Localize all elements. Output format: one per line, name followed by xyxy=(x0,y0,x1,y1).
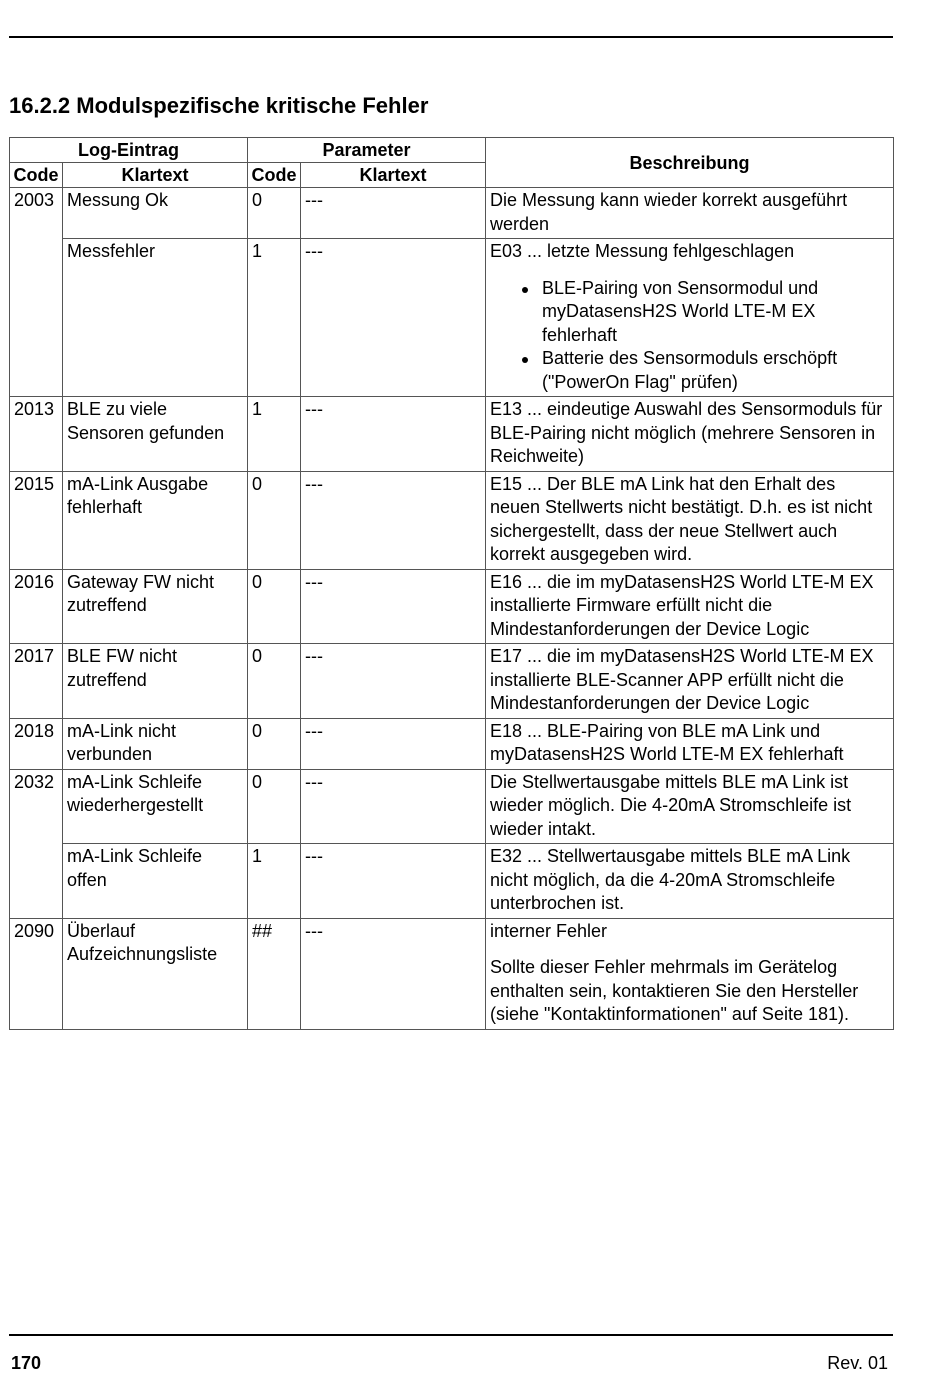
param-plaintext-cell: --- xyxy=(301,718,486,769)
description-paragraph: E15 ... Der BLE mA Link hat den Erhalt des neuen Stellwerts nicht bestätigt. D.h. es ist nicht sichergestellt, dass der neue Stellwert auch korrekt ausgegeben wird. xyxy=(490,473,873,564)
table-row xyxy=(10,769,894,844)
param-code-cell: 1 xyxy=(248,397,301,472)
description-cell xyxy=(486,569,894,644)
description-cell xyxy=(486,918,894,1029)
description-paragraph: E18 ... BLE-Pairing von BLE mA Link und myDatasensH2S World LTE-M EX fehlerhaft xyxy=(490,720,844,764)
header-plaintext: Klartext xyxy=(63,163,248,188)
revision-label: Rev. 01 xyxy=(827,1353,888,1373)
description-paragraph: E17 ... die im myDatasensH2S World LTE-M EX installierte BLE-Scanner APP erfüllt nicht die Mindestanforderungen der Device Logic xyxy=(490,646,874,713)
log-plaintext-cell: Messung Ok xyxy=(63,188,248,239)
header-param-plaintext: Klartext xyxy=(301,163,486,188)
param-plaintext-cell: --- xyxy=(301,769,486,844)
param-plaintext-cell: --- xyxy=(301,844,486,919)
log-code-cell: 2018 xyxy=(10,718,63,769)
description-cell xyxy=(486,769,894,844)
list-item: Batterie des Sensormoduls erschöpft ("PowerOn Flag" prüfen) xyxy=(542,347,889,394)
header-code: Code xyxy=(10,163,63,188)
description-cell xyxy=(486,471,894,569)
table-row xyxy=(10,644,894,719)
log-plaintext-cell: mA-Link nicht verbunden xyxy=(63,718,248,769)
log-plaintext-cell: Überlauf Aufzeichnungsliste xyxy=(63,918,248,1029)
log-code-cell: 2013 xyxy=(10,397,63,472)
log-plaintext-cell: mA-Link Schleife offen xyxy=(63,844,248,919)
log-code-cell: 2017 xyxy=(10,644,63,719)
log-code-cell: 2016 xyxy=(10,569,63,644)
param-plaintext-cell: --- xyxy=(301,644,486,719)
description-cell xyxy=(486,397,894,472)
table-row xyxy=(10,844,894,919)
param-code-cell: 0 xyxy=(248,644,301,719)
table-row xyxy=(10,397,894,472)
log-plaintext-cell: Gateway FW nicht zutreffend xyxy=(63,569,248,644)
description-paragraph: Die Stellwertausgabe mittels BLE mA Link ist wieder möglich. Die 4-20mA Stromschleife ist wieder intakt. xyxy=(490,771,852,839)
log-code-cell: 2003 xyxy=(10,188,63,397)
description-paragraph: E03 ... letzte Messung fehlgeschlagen xyxy=(490,241,795,261)
table-row xyxy=(10,239,894,397)
header-parameter: Parameter xyxy=(248,138,486,163)
param-code-cell: 0 xyxy=(248,471,301,569)
header-param-code: Code xyxy=(248,163,301,188)
table-row xyxy=(10,718,894,769)
log-plaintext-cell: mA-Link Ausgabe fehlerhaft xyxy=(63,471,248,569)
param-plaintext-cell: --- xyxy=(301,397,486,472)
error-table-body xyxy=(10,188,894,1030)
log-code-cell: 2090 xyxy=(10,918,63,1029)
table-row xyxy=(10,918,894,1029)
log-plaintext-cell: BLE zu viele Sensoren gefunden xyxy=(63,397,248,472)
param-code-cell: 0 xyxy=(248,718,301,769)
table-row xyxy=(10,569,894,644)
description-paragraph: E16 ... die im myDatasensH2S World LTE-M EX installierte Firmware erfüllt nicht die Mindestanforderungen der Device Logic xyxy=(490,571,874,639)
error-table-header xyxy=(10,138,894,188)
description-paragraph: Sollte dieser Fehler mehrmals im Gerätelog enthalten sein, kontaktieren Sie den Hersteller (siehe "Kontaktinformationen" auf Seite 181). xyxy=(490,957,859,1024)
log-plaintext-cell: Messfehler xyxy=(63,239,248,397)
section-title: 16.2.2 Modulspezifische kritische Fehler xyxy=(9,93,429,118)
log-plaintext-cell: BLE FW nicht zutreffend xyxy=(63,644,248,719)
log-code-cell: 2015 xyxy=(10,471,63,569)
param-plaintext-cell: --- xyxy=(301,569,486,644)
footer-rule xyxy=(9,1334,893,1336)
page-number: 170 xyxy=(11,1353,42,1373)
header-log-entry: Log-Eintrag xyxy=(10,138,248,163)
param-code-cell: 0 xyxy=(248,769,301,844)
description-cell xyxy=(486,718,894,769)
description-cell xyxy=(486,644,894,719)
param-code-cell: ## xyxy=(248,918,301,1029)
description-cell xyxy=(486,239,894,397)
description-cell xyxy=(486,188,894,239)
description-bullet-list xyxy=(490,277,889,395)
param-plaintext-cell: --- xyxy=(301,188,486,239)
param-plaintext-cell: --- xyxy=(301,239,486,397)
param-plaintext-cell: --- xyxy=(301,918,486,1029)
param-code-cell: 1 xyxy=(248,239,301,397)
param-plaintext-cell: --- xyxy=(301,471,486,569)
description-paragraph: Die Messung kann wieder korrekt ausgeführt werden xyxy=(490,190,848,234)
description-paragraph: interner Fehler xyxy=(490,920,608,941)
param-code-cell: 0 xyxy=(248,569,301,644)
table-row xyxy=(10,188,894,239)
description-paragraph: E13 ... eindeutige Auswahl des Sensormoduls für BLE-Pairing nicht möglich (mehrere Sensoren in Reichweite) xyxy=(490,399,883,466)
description-paragraph: E32 ... Stellwertausgabe mittels BLE mA Link nicht möglich, da die 4-20mA Stromschleife unterbrochen ist. xyxy=(490,846,851,913)
description-cell xyxy=(486,844,894,919)
param-code-cell: 1 xyxy=(248,844,301,919)
param-code-cell: 0 xyxy=(248,188,301,239)
error-table xyxy=(9,137,894,1030)
header-rule xyxy=(9,36,893,38)
list-item: BLE-Pairing von Sensormodul und myDatasensH2S World LTE-M EX fehlerhaft xyxy=(542,277,889,348)
header-description: Beschreibung xyxy=(486,138,894,188)
table-row xyxy=(10,471,894,569)
log-plaintext-cell: mA-Link Schleife wiederhergestellt xyxy=(63,769,248,844)
log-code-cell: 2032 xyxy=(10,769,63,918)
